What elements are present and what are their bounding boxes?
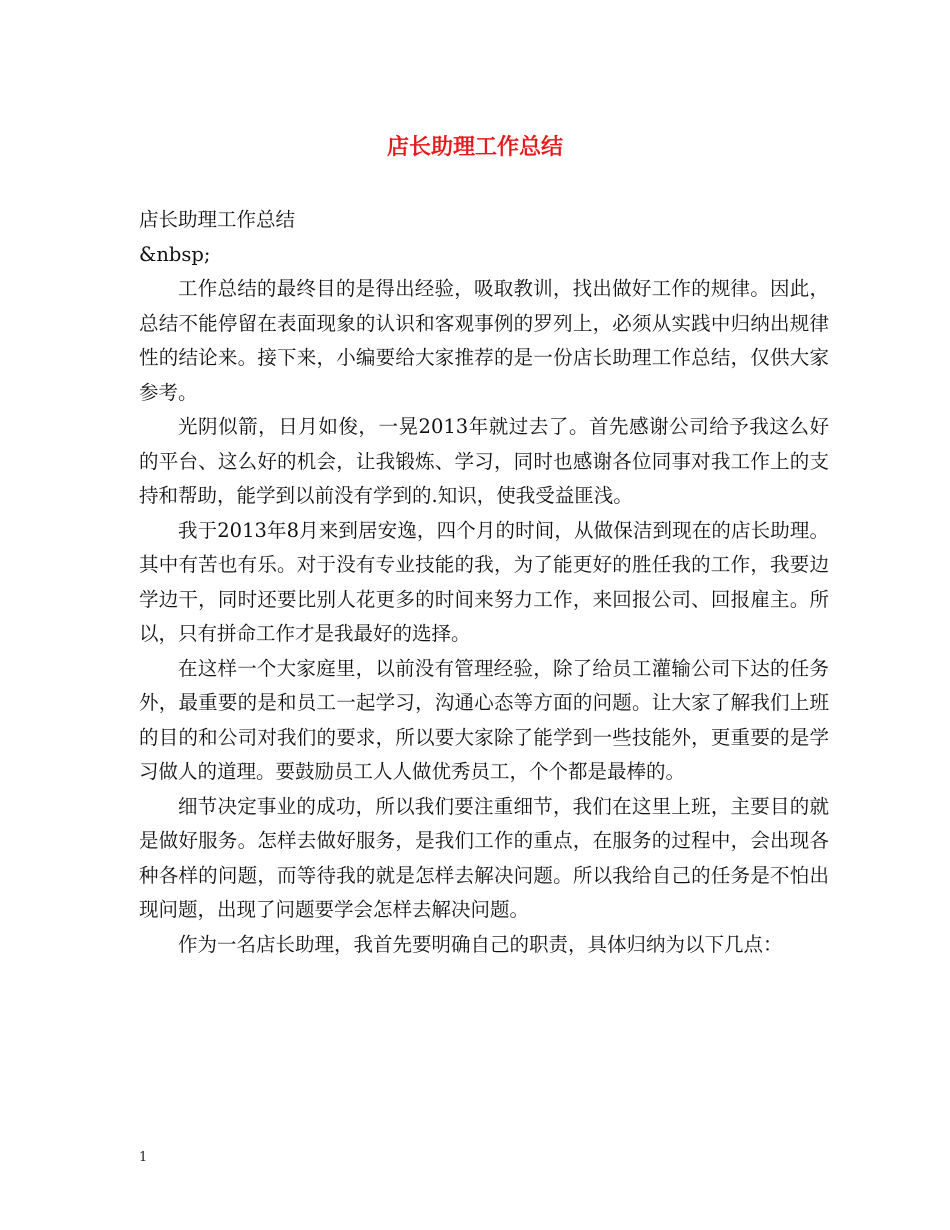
paragraph-intro: 工作总结的最终目的是得出经验，吸取教训，找出做好工作的规律。因此，总结不能停留在表面现象的认识和客观事例的罗列上，必须从实践中归纳出规律性的结论来。接下来，小编要给大家推荐的是一份店长助理工作总结，仅供大家参考。 — [139, 277, 829, 404]
paragraph-duties: 作为一名店长助理，我首先要明确自己的职责，具体归纳为以下几点： — [178, 932, 783, 956]
paragraph-thanks: 光阴似箭，日月如俊，一晃2013年就过去了。首先感谢公司给予我这么好的平台、这么好的机会，让我锻炼、学习，同时也感谢各位同事对我工作上的支持和帮助，能学到以前没有学到的.知识，使我受益匪浅。 — [139, 415, 829, 507]
paragraph-experience: 我于2013年8月来到居安逸，四个月的时间，从做保洁到现在的店长助理。其中有苦也有乐。对于没有专业技能的我，为了能更好的胜任我的工作，我要边学边干，同时还要比别人花更多的时间来努力工作，来回报公司、回报雇主。所以，只有拼命工作才是我最好的选择。 — [139, 518, 829, 645]
heading-line: 店长助理工作总结 — [139, 208, 296, 231]
paragraph-management: 在这样一个大家庭里，以前没有管理经验，除了给员工灌输公司下达的任务外，最重要的是和员工一起学习，沟通心态等方面的问题。让大家了解我们上班的目的和公司对我们的要求，所以要大家除了能学到一些技能外，更重要的是学习做人的道理。要鼓励员工人人做优秀员工，个个都是最棒的。 — [139, 656, 829, 783]
document-title: 店长助理工作总结 — [386, 134, 563, 160]
nbsp-line: &nbsp; — [139, 242, 211, 266]
document-body — [139, 203, 829, 962]
page-number: 1 — [139, 1150, 148, 1165]
paragraph-details: 细节决定事业的成功，所以我们要注重细节，我们在这里上班，主要目的就是做好服务。怎样去做好服务，是我们工作的重点，在服务的过程中，会出现各种各样的问题，而等待我的就是怎样去解决问题。所以我给自己的任务是不怕出现问题，出现了问题要学会怎样去解决问题。 — [139, 794, 829, 921]
